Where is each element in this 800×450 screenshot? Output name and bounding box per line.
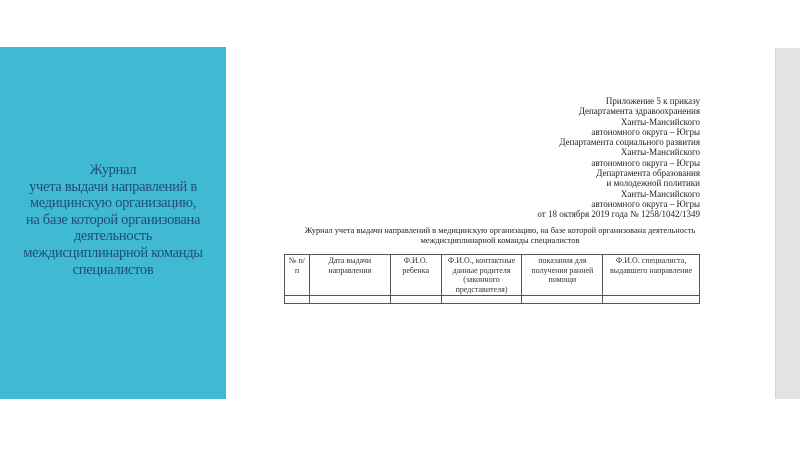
table-cell [285,296,310,304]
slide-title-line: Журнал [89,162,137,178]
appendix-line: Департамента здравоохранения [578,106,700,117]
table-cell [603,296,700,304]
journal-table [284,254,700,304]
slide-title-line: специалистов [72,261,154,278]
appendix-line: Ханты-Мансийского [620,147,700,158]
column-header-parent-contacts: Ф.И.О., контактные данные родителя (законного представителя) [441,255,522,296]
journal-title [270,226,730,246]
appendix-line: Ханты-Мансийского [620,116,700,127]
column-header-specialist: Ф.И.О. специалиста, выдавшего направление [603,255,700,296]
table-cell [390,296,441,304]
table-cell [441,296,522,304]
appendix-line: Приложение 5 к приказу [605,96,700,106]
appendix-line: автономного округа – Югры [591,157,700,168]
appendix-line: Департамента образования [596,168,700,179]
slide-title-line: медицинскую организацию, [29,195,197,212]
column-header-indications: показания для получения ранней помощи [522,255,603,296]
column-header-number: № п/п [285,255,310,296]
journal-title-line: междисциплинарной команды специалистов [420,236,580,245]
appendix-line: и молодежной политики [606,178,700,189]
slide-title-line: учета выдачи направлений в [29,178,197,195]
decorative-strip [775,48,800,399]
table-cell [522,296,603,304]
appendix-line: Ханты-Мансийского [620,188,700,199]
document-image [230,0,775,450]
journal-title-line: Журнал учета выдачи направлений в медицинскую организацию, на базе которой организована деятельность [304,226,696,235]
slide-title [0,162,226,278]
appendix-line: от 18 октября 2019 года № 1258/1042/1349 [537,209,700,220]
column-header-date: Дата выдачи направления [309,255,390,296]
appendix-line: Департамента социального развития [559,137,700,148]
table-row [285,296,700,304]
column-header-child-name: Ф.И.О. ребенка [390,255,441,296]
slide-title-line: междисциплинарной команды [23,244,203,261]
slide-title-line: на базе которой организована [25,211,201,228]
appendix-line: автономного округа – Югры [591,126,700,137]
slide-title-line: деятельность [73,228,153,245]
table-cell [309,296,390,304]
appendix-line: автономного округа – Югры [591,198,700,209]
appendix-header [537,96,700,220]
table-header-row [285,255,700,296]
